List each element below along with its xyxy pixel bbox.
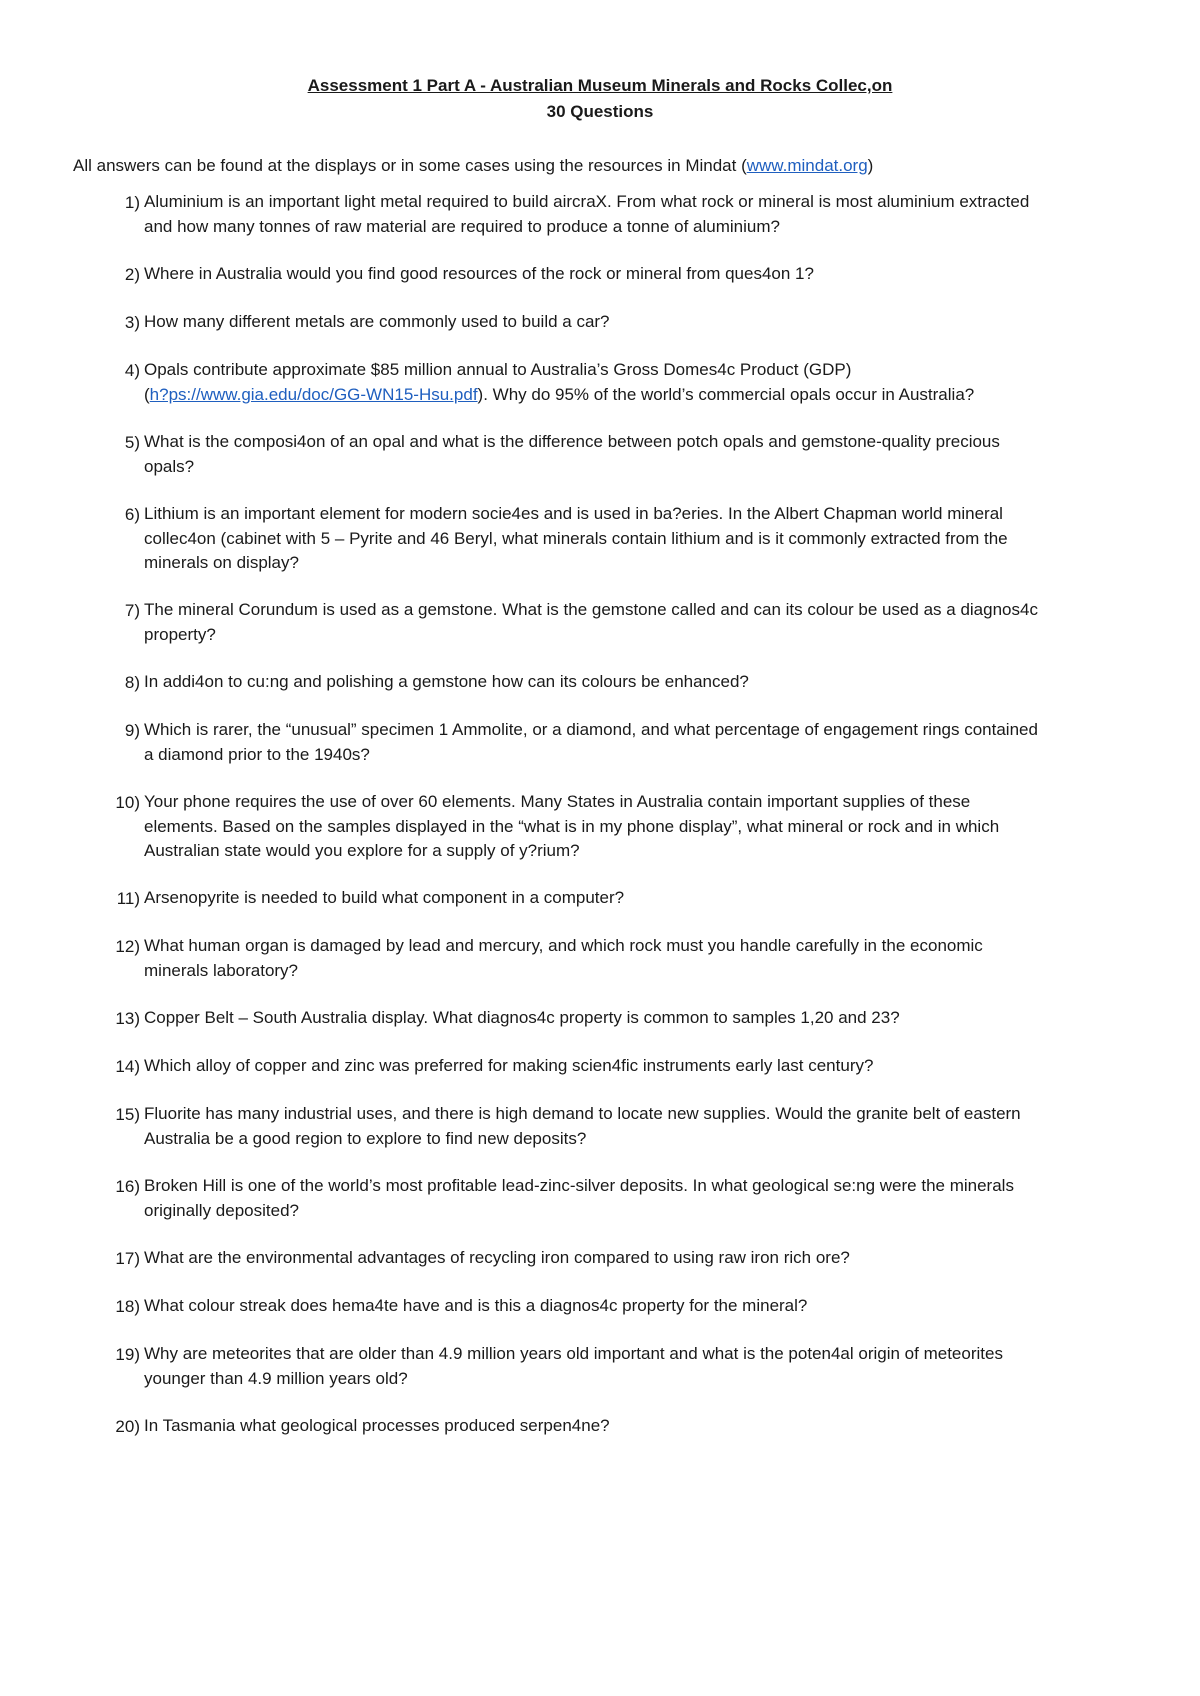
document-subtitle: 30 Questions [546, 102, 654, 121]
question-text [144, 502, 1144, 576]
question-line: Arsenopyrite is needed to build what component in a computer? [144, 888, 625, 907]
question-number: 12) [115, 937, 140, 956]
intro-text-end: ) [867, 156, 874, 175]
question-number: 10) [115, 793, 140, 812]
question-line: Opals contribute approximate $85 million annual to Australia’s Gross Domes4c Product (GDP) [144, 360, 852, 379]
question-text [144, 886, 1144, 911]
question-number: 15) [115, 1105, 140, 1124]
question-line: Copper Belt – South Australia display. What diagnos4c property is common to samples 1,20 and 23? [144, 1008, 900, 1027]
question-line: What are the environmental advantages of recycling iron compared to using raw iron rich ore? [144, 1248, 850, 1267]
question-line: Fluorite has many industrial uses, and there is high demand to locate new supplies. Would the granite belt of eastern [144, 1104, 1021, 1123]
question-number: 6) [124, 505, 140, 524]
question-number: 5) [124, 433, 140, 452]
question-number: 1) [124, 193, 140, 212]
question-line: originally deposited? [144, 1200, 299, 1220]
question-number: 16) [115, 1177, 140, 1196]
question-line: Your phone requires the use of over 60 elements. Many States in Australia contain important supplies of these [144, 792, 971, 811]
question-number: 3) [124, 313, 140, 332]
question-number: 14) [115, 1057, 140, 1076]
question-line: What colour streak does hema4te have and is this a diagnos4c property for the mineral? [144, 1296, 808, 1315]
question-line: How many different metals are commonly used to build a car? [144, 312, 610, 331]
question-text [144, 1246, 1144, 1271]
question-line: Australian state would you explore for a supply of y?rium? [144, 841, 580, 860]
question-text [144, 1174, 1144, 1223]
question-number: 11) [116, 889, 140, 908]
question-text [144, 718, 1144, 767]
question-line: (h?ps://www.gia.edu/doc/GG-WN15-Hsu.pdf). Why do 95% of the world’s commercial opals occur in Australia? [144, 384, 975, 404]
question-number: 18) [115, 1297, 140, 1316]
question-text [144, 358, 1144, 407]
question-number: 20) [115, 1417, 140, 1436]
question-text [144, 430, 1144, 479]
question-line: elements. Based on the samples displayed in the “what is in my phone display”, what mineral or rock and in which [144, 816, 1000, 836]
question-line: property? [144, 624, 216, 644]
question-text [144, 1294, 1144, 1319]
question-number: 19) [115, 1345, 140, 1364]
question-text [144, 262, 1144, 287]
question-text [144, 1414, 1144, 1439]
question-line: In Tasmania what geological processes produced serpen4ne? [144, 1416, 610, 1435]
intro-text: All answers can be found at the displays or in some cases using the resources in Mindat ( [73, 156, 747, 175]
question-line: and how many tonnes of raw material are required to produce a tonne of aluminium? [144, 216, 780, 236]
question-text [144, 190, 1144, 239]
question-text [144, 1054, 1144, 1079]
gia-pdf-link[interactable]: h?ps://www.gia.edu/doc/GG-WN15-Hsu.pdf [149, 384, 478, 404]
question-line: The mineral Corundum is used as a gemstone. What is the gemstone called and can its colour be used as a diagnos4c [144, 600, 1038, 619]
question-text [144, 670, 1144, 695]
question-text [144, 598, 1144, 647]
question-number: 9) [124, 721, 140, 740]
question-number: 7) [124, 601, 140, 620]
question-line: minerals on display? [144, 553, 299, 572]
question-number: 13) [115, 1009, 140, 1028]
question-line-rest: ). Why do 95% of the world’s commercial opals occur in Australia? [477, 384, 975, 404]
question-number: 8) [124, 673, 140, 692]
question-line: Aluminium is an important light metal required to build aircraX. From what rock or mineral is most aluminium extracted [144, 192, 1030, 211]
mindat-link[interactable]: www.mindat.org [746, 156, 868, 175]
question-number: 2) [124, 265, 140, 284]
question-line: Australia be a good region to explore to find new deposits? [144, 1128, 587, 1148]
question-line: Broken Hill is one of the world’s most profitable lead-zinc-silver deposits. In what geological se:ng were the minerals [144, 1176, 1014, 1195]
question-text [144, 310, 1144, 335]
question-text [144, 1342, 1144, 1391]
question-line: Which is rarer, the “unusual” specimen 1 Ammolite, or a diamond, and what percentage of engagement rings contained [144, 720, 1038, 739]
question-line: Which alloy of copper and zinc was preferred for making scien4fic instruments early last century? [144, 1056, 874, 1075]
document-title: Assessment 1 Part A - Australian Museum Minerals and Rocks Collec,on [307, 76, 893, 95]
question-line: Lithium is an important element for modern socie4es and is used in ba?eries. In the Albert Chapman world mineral [144, 504, 1003, 523]
question-line: collec4on (cabinet with 5 – Pyrite and 46 Beryl, what minerals contain lithium and is it commonly extracted from the [144, 528, 1008, 548]
question-text [144, 1102, 1144, 1151]
question-text [144, 790, 1144, 864]
question-line: opals? [144, 456, 195, 476]
question-text [144, 934, 1144, 983]
question-line: Where in Australia would you find good resources of the rock or mineral from ques4on 1? [144, 264, 814, 283]
question-line: In addi4on to cu:ng and polishing a gemstone how can its colours be enhanced? [144, 672, 749, 691]
question-number: 4) [124, 361, 140, 380]
question-number: 17) [115, 1249, 140, 1268]
question-line: younger than 4.9 million years old? [144, 1368, 408, 1388]
question-line: What human organ is damaged by lead and mercury, and which rock must you handle carefully in the economic [144, 936, 983, 955]
question-line: minerals laboratory? [144, 960, 299, 980]
question-line: Why are meteorites that are older than 4.9 million years old important and what is the poten4al origin of meteorites [144, 1344, 1003, 1363]
question-text [144, 1006, 1144, 1031]
question-line: What is the composi4on of an opal and what is the difference between potch opals and gemstone-quality precious [144, 432, 1000, 451]
question-line: a diamond prior to the 1940s? [144, 744, 370, 764]
